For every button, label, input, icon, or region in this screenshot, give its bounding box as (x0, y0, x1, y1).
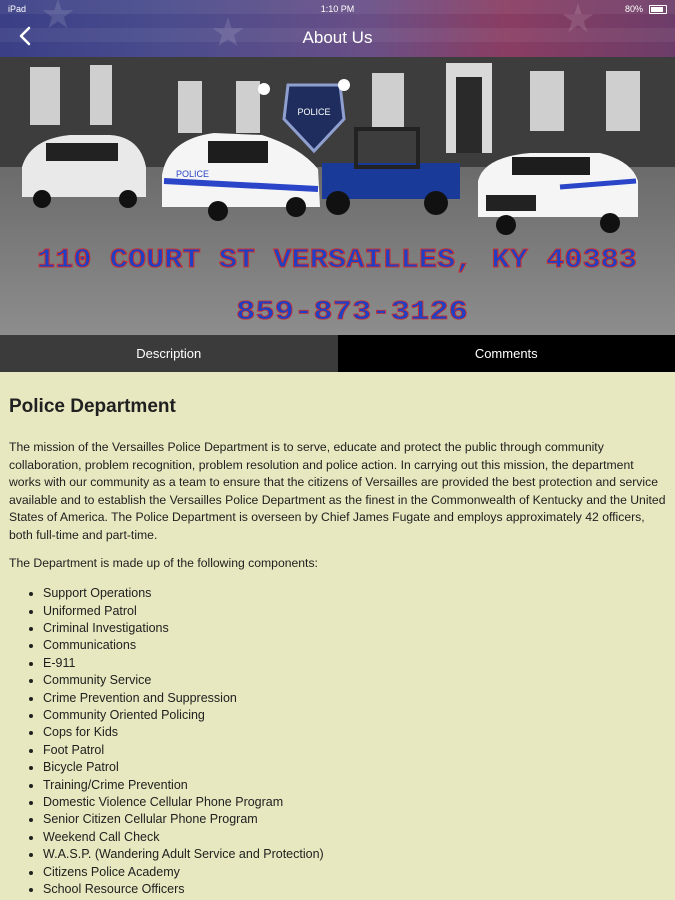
list-item: • Foot Patrol (43, 742, 666, 759)
list-item: • Cops for Kids (43, 724, 666, 741)
tab-bar (0, 335, 675, 372)
list-item: • Community Service (43, 672, 666, 689)
battery-icon (649, 5, 667, 14)
components-intro: The Department is made up of the following components: (9, 555, 318, 570)
flag-star-icon: ★ (560, 0, 596, 41)
list-item: • Crime Prevention and Suppression (43, 690, 666, 707)
list-item: • Weekend Call Check (43, 829, 666, 846)
page-title: About Us (302, 28, 373, 47)
hero-address: 110 COURT ST VERSAILLES, KY 40383 (37, 246, 637, 276)
list-item: • Domestic Violence Cellular Phone Program (43, 794, 666, 811)
hero-phone: 859-873-3126 (236, 298, 468, 328)
svg-text:POLICE: POLICE (297, 107, 331, 117)
list-item: • Uniformed Patrol (43, 603, 666, 620)
status-time: 1:10 PM (320, 4, 355, 14)
tab-description[interactable]: Description (0, 335, 338, 372)
description-content (0, 372, 675, 900)
list-item: • Senior Citizen Cellular Phone Program (43, 811, 666, 828)
list-item: • Citizens Police Academy (43, 864, 666, 881)
list-item: • Communications (43, 637, 666, 654)
battery-percent: 80% (624, 4, 643, 14)
list-item: • W.A.S.P. (Wandering Adult Service and Protection) (43, 846, 666, 863)
list-item: • Community Oriented Policing (43, 707, 666, 724)
tab-comments[interactable]: Comments (338, 335, 675, 372)
list-item: • Training/Crime Prevention (43, 777, 666, 794)
flag-star-icon: ★ (40, 0, 76, 37)
list-item: • School Resource Officers (43, 881, 666, 898)
flag-star-icon: ★ (210, 11, 246, 55)
list-item: • E-911 (43, 655, 666, 672)
svg-text:POLICE: POLICE (176, 169, 210, 179)
mission-paragraph: The mission of the Versailles Police Department is to serve, educate and protect the public through community collaboration, problem recognition, problem resolution and police action. In carrying out this mission, the department works with our community as a team to ensure that the citizens of Versailles are provided the best protection and service available and to establish the Versailles Police Department as the finest in the Commonwealth of Kentucky and the United States of America. The Police Department is overseen by Chief James Fugate and employs approximately 42 officers, both full-time and part-time. (9, 440, 666, 542)
hero-image (0, 57, 675, 335)
list-item: • Bicycle Patrol (43, 759, 666, 776)
list-item: • Criminal Investigations (43, 620, 666, 637)
section-heading: Police Department (9, 396, 176, 417)
status-bar (0, 0, 675, 20)
components-list (9, 585, 666, 898)
carrier-label: iPad (8, 4, 27, 14)
list-item: • Support Operations (43, 585, 666, 602)
